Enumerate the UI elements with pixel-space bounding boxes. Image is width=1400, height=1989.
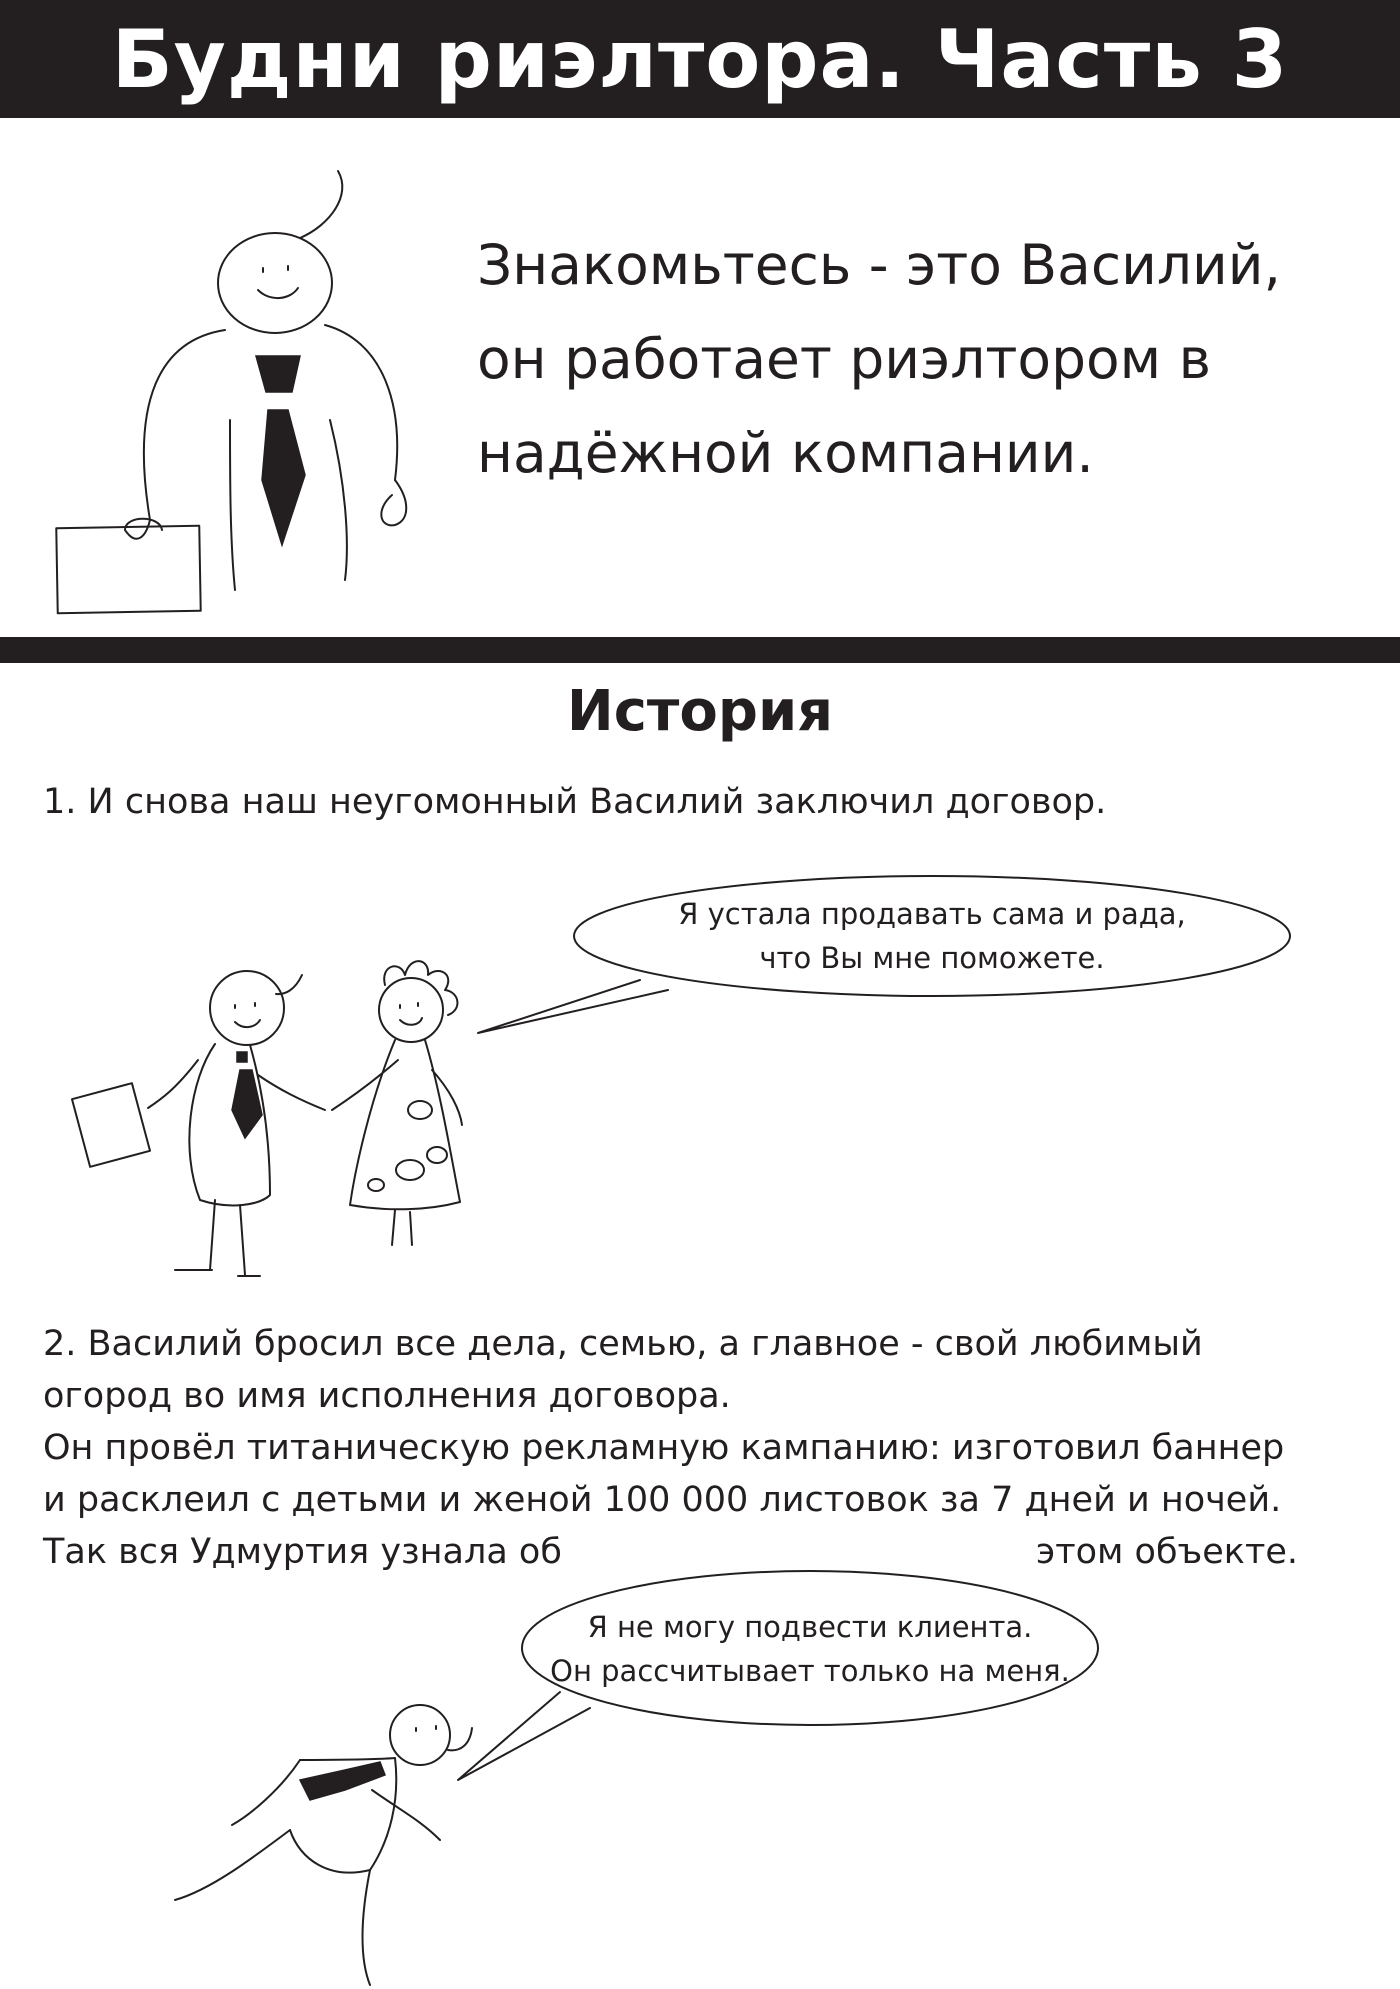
tie-intro: [256, 356, 305, 545]
vasily-figure-handshake: [72, 971, 325, 1276]
tie-running: [300, 1762, 385, 1800]
paragraph-line: 2. Василий бросил все дела, семью, а главное - свой любимый: [43, 1324, 1203, 1364]
vasily-figure-intro: [56, 171, 406, 613]
page-title: Будни риэлтора. Часть 3: [111, 13, 1289, 106]
paragraph-line: Он провёл титаническую рекламную кампанию: изготовил баннер: [43, 1428, 1285, 1468]
bubble-line: Я устала продавать сама и рада,: [678, 897, 1186, 931]
paragraph-line: огород во имя исполнения договора.: [43, 1376, 731, 1416]
vasily-figure-running: [175, 1705, 472, 1985]
paragraph-line-left: Так вся Удмуртия узнала об: [43, 1532, 562, 1572]
intro-line: он работает риэлтором в: [477, 327, 1212, 391]
bubble-line: Я не могу подвести клиента.: [587, 1610, 1033, 1644]
paragraph-line-right: этом объекте.: [1036, 1532, 1298, 1572]
speech-bubble-2-text: [530, 1605, 1090, 1693]
paragraph-line: и расклеил с детьми и женой 100 000 листовок за 7 дней и ночей.: [43, 1480, 1282, 1520]
story-paragraph-1: 1. И снова наш неугомонный Василий заключил договор.: [43, 782, 1107, 822]
client-figure: [332, 961, 462, 1245]
speech-bubble-1-text: [612, 892, 1252, 980]
intro-line: надёжной компании.: [477, 421, 1094, 485]
tie-handshake: [232, 1052, 262, 1138]
story-title: История: [566, 679, 834, 744]
bubble-line: что Вы мне поможете.: [759, 941, 1105, 975]
intro-line: Знакомьтесь - это Василий,: [477, 233, 1281, 297]
bubble-line: Он рассчитывает только на меня.: [550, 1654, 1070, 1688]
